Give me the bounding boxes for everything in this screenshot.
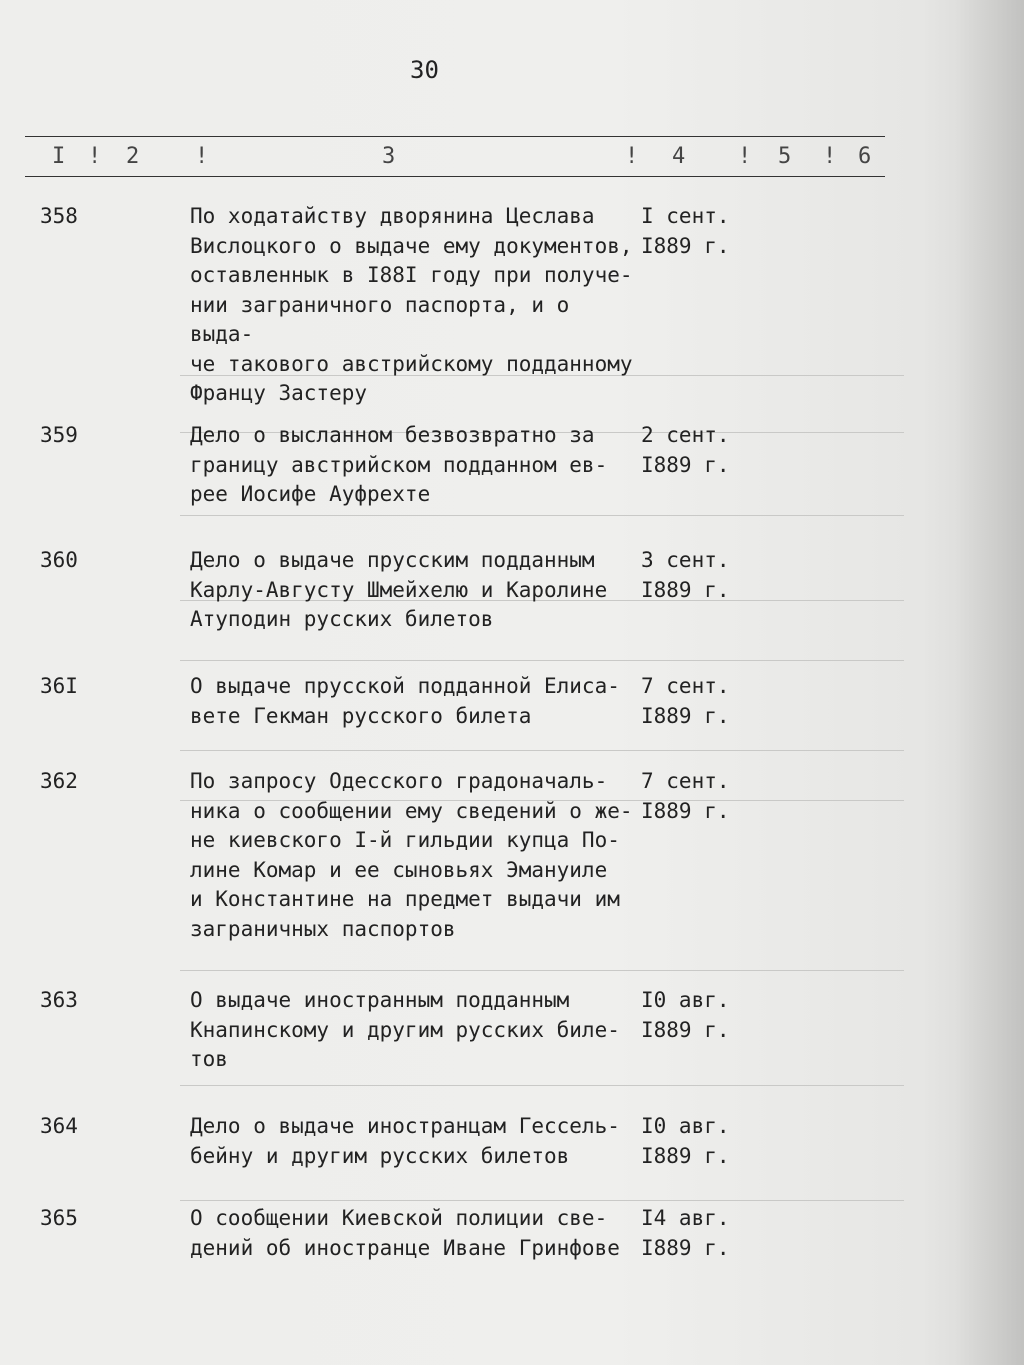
entry-description: О сообщении Киевской полиции све- дений об иностранце Иване Гринфове [190, 1206, 620, 1260]
entry-description: Дело о высланном безвозвратно за границу австрийском подданном ев- рее Иосифе Ауфрехте [190, 423, 608, 506]
entry-date: I0 авг. I889 г. [641, 1114, 730, 1168]
entry-number: 358 [40, 204, 78, 228]
column-header-3: 3 [382, 144, 396, 169]
bleed-through-line [180, 515, 904, 516]
entry-description: По ходатайству дворянина Цеслава Вислоцкого о выдаче ему документов, оставленнык в I88I году при получе- нии заграничного паспорта, и о выда- че такового австрийскому подданному Францу Застеру [190, 204, 633, 405]
column-separator: ! [625, 144, 639, 169]
entry-date: 3 сент. I889 г. [641, 548, 730, 602]
entry-number: 365 [40, 1206, 78, 1230]
bleed-through-line [180, 970, 904, 971]
column-separator: ! [88, 144, 102, 169]
page-edge-shadow [954, 0, 1024, 1365]
entry-date: 7 сент. I889 г. [641, 769, 730, 823]
entry-description: Дело о выдаче иностранцам Гессель- бейну и другим русских билетов [190, 1114, 620, 1168]
column-header-1: I [52, 144, 66, 169]
entry-description: По запросу Одесского градоначаль- ника о сообщении ему сведений о же- не киевского I-й гильдии купца По- лине Комар и ее сыновьях Эмануиле и Константине на предмет выдачи им заграничных паспортов [190, 769, 633, 941]
header-rule-top [25, 136, 885, 137]
entry-number: 362 [40, 769, 78, 793]
column-separator: ! [823, 144, 837, 169]
column-header-6: 6 [858, 144, 872, 169]
entry-number: 359 [40, 423, 78, 447]
entry-number: 364 [40, 1114, 78, 1138]
entry-date: 7 сент. I889 г. [641, 674, 730, 728]
bleed-through-line [180, 660, 904, 661]
entry-number: 36I [40, 674, 78, 698]
entry-description: О выдаче прусской подданной Елиса- вете Гекман русского билета [190, 674, 620, 728]
entry-number: 363 [40, 988, 78, 1012]
entry-description: О выдаче иностранным подданным Кнапинскому и другим русских биле- тов [190, 988, 620, 1071]
bleed-through-line [180, 1200, 904, 1201]
entry-date: I0 авг. I889 г. [641, 988, 730, 1042]
header-rule-bottom [25, 176, 885, 177]
entry-description: Дело о выдаче прусским подданным Карлу-Августу Шмейхелю и Каролине Атуподин русских билетов [190, 548, 608, 631]
bleed-through-line [180, 750, 904, 751]
entry-date: 2 сент. I889 г. [641, 423, 730, 477]
column-header-row [50, 144, 880, 172]
entry-date: I сент. I889 г. [641, 204, 730, 258]
column-separator: ! [738, 144, 752, 169]
column-separator: ! [195, 144, 209, 169]
bleed-through-line [180, 1085, 904, 1086]
page-number: 30 [410, 56, 439, 84]
entry-number: 360 [40, 548, 78, 572]
column-header-2: 2 [126, 144, 140, 169]
column-header-4: 4 [672, 144, 686, 169]
column-header-5: 5 [778, 144, 792, 169]
entry-date: I4 авг. I889 г. [641, 1206, 730, 1260]
